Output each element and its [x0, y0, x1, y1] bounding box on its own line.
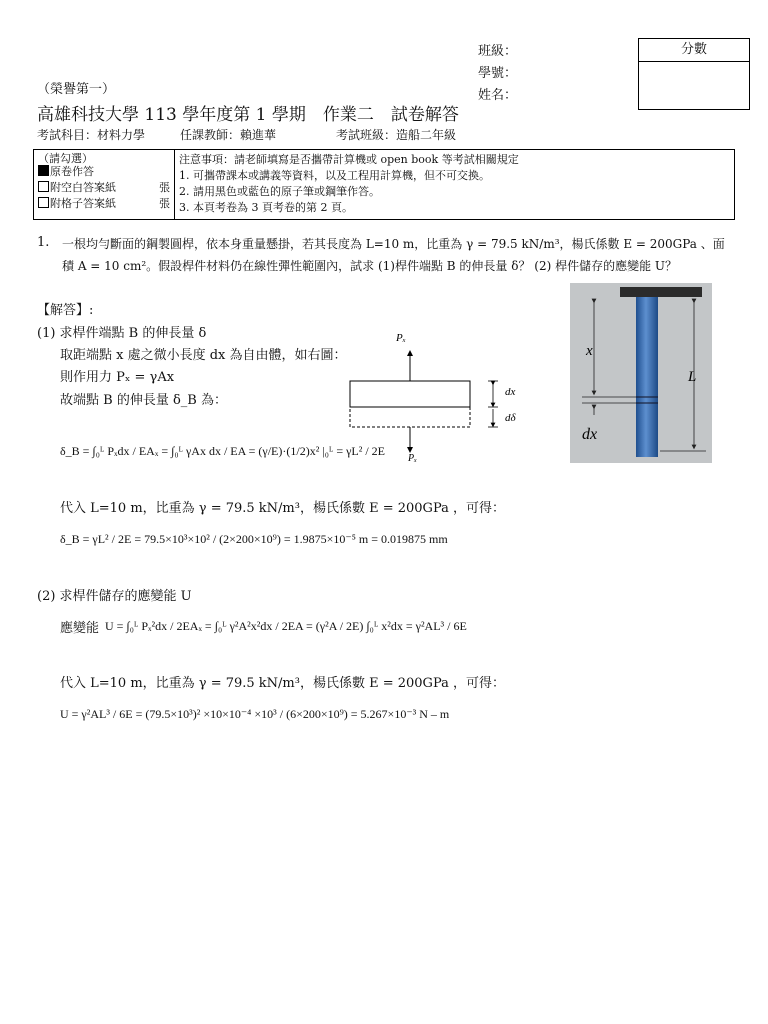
- option-grid-sheet[interactable]: 附格子答案紙 張: [38, 197, 170, 210]
- exam-teacher: 任課教師：賴進華: [180, 128, 277, 142]
- checkbox-icon[interactable]: [38, 197, 49, 208]
- equation-strain-energy-result: U = γ²AL³ / 6E = (79.5×10³)² ×10×10⁻⁴ ×10³ / (6×200×10⁹) = 5.267×10⁻³ N – m: [60, 707, 450, 721]
- equation-elongation-result: δ_B = γL² / 2E = 79.5×10³×10² / (2×200×10⁹) = 1.9875×10⁻⁵ m = 0.019875 mm: [60, 532, 448, 546]
- question-line-2: 積 A = 10 cm²。假設桿件材料仍在線性彈性範圍內，試求 (1)桿件端點 B 的伸長量 δ？ (2) 桿件儲存的應變能 U？: [62, 259, 678, 273]
- score-box: [638, 38, 750, 110]
- option-blank-sheet[interactable]: 附空白答案紙 張: [38, 181, 170, 194]
- part1-line2: 則作用力 Pₓ = γAx: [60, 370, 175, 385]
- class-label: 班級：: [478, 44, 518, 59]
- L-label: L: [688, 369, 697, 385]
- checkbox-icon[interactable]: [38, 165, 49, 176]
- equation-strain-energy-integral: U = ∫₀ᴸ Pₓ²dx / 2EAₓ = ∫₀ᴸ γ²A²x²dx / 2EA = (γ²A / 2E) ∫₀ᴸ x²dx = γ²AL³ / 6E: [105, 619, 467, 633]
- dx-photo-label: dx: [582, 426, 598, 443]
- p-bottom-label: Pₓ: [408, 453, 417, 464]
- score-label: 分數: [639, 39, 749, 62]
- steel-rod: [636, 297, 658, 457]
- p-top-label: Pₓ: [396, 332, 406, 344]
- equation-elongation-integral: δ_B = ∫₀ᴸ Pₓdx / EAₓ = ∫₀ᴸ γAx dx / EA = (γ/E)·(1/2)x² |₀ᴸ = γL² / 2E: [60, 444, 385, 458]
- hanging-bar-figure: [570, 283, 712, 463]
- answer-format-box: [34, 150, 175, 219]
- part2-prefix: 應變能: [60, 621, 100, 636]
- dx-label: dx: [505, 386, 516, 398]
- note-item: 3. 本頁考卷為 3 頁考卷的第 2 頁。: [179, 201, 353, 214]
- free-body-diagram: [340, 325, 540, 465]
- hanging-bar-illustration: [570, 283, 712, 463]
- substitution-line-2: 代入 L=10 m，比重為 γ = 79.5 kN/m³，楊氏係數 E = 200GPa ，可得：: [60, 676, 505, 691]
- note-item: 1. 可攜帶課本或講義等資料，以及工程用計算機，但不可交換。: [179, 169, 490, 182]
- option-original-sheet[interactable]: 原卷作答: [38, 165, 94, 178]
- select-label: （請勾選）: [38, 152, 93, 165]
- part1-title: (1) 求桿件端點 B 的伸長量 δ: [37, 326, 207, 341]
- notes-box: [175, 150, 734, 219]
- ddelta-label: dδ: [505, 412, 516, 424]
- checkbox-icon[interactable]: [38, 181, 49, 192]
- part2-title: (2) 求桿件儲存的應變能 U: [37, 589, 192, 604]
- exam-subject: 考試科目：材料力學: [37, 128, 146, 142]
- student-id-label: 學號：: [478, 66, 518, 81]
- part1-line1: 取距端點 x 處之微小長度 dx 為自由體，如右圖：: [60, 348, 347, 363]
- question-line-1: 一根均勻斷面的鋼製圓桿，依本身重量懸掛，若其長度為 L=10 m，比重為 γ = 79.5 kN/m³，楊氏係數 E = 200GPa 、面: [62, 237, 725, 251]
- info-table: [33, 149, 735, 220]
- part1-line3: 故端點 B 的伸長量 δ_B 為：: [60, 393, 227, 408]
- honor-note: （榮譽第一）: [37, 82, 116, 97]
- deformed-element-rect: [350, 407, 470, 427]
- answer-label: 【解答】:: [37, 303, 94, 318]
- substitution-line-1: 代入 L=10 m，比重為 γ = 79.5 kN/m³，楊氏係數 E = 200GPa ，可得：: [60, 501, 505, 516]
- x-label: x: [586, 343, 593, 359]
- notes-heading: 注意事項：請老師填寫是否攜帶計算機或 open book 等考試相關規定: [179, 153, 519, 166]
- element-rect: [350, 381, 470, 407]
- page-title: 高雄科技大學 113 學年度第 1 學期 作業二 試卷解答: [37, 105, 459, 125]
- question-number: 1.: [37, 235, 50, 250]
- note-item: 2. 請用黑色或藍色的原子筆或鋼筆作答。: [179, 185, 380, 198]
- ceiling-support: [620, 287, 702, 297]
- exam-class: 考試班級：造船二年級: [336, 128, 457, 142]
- name-label: 姓名：: [478, 88, 518, 103]
